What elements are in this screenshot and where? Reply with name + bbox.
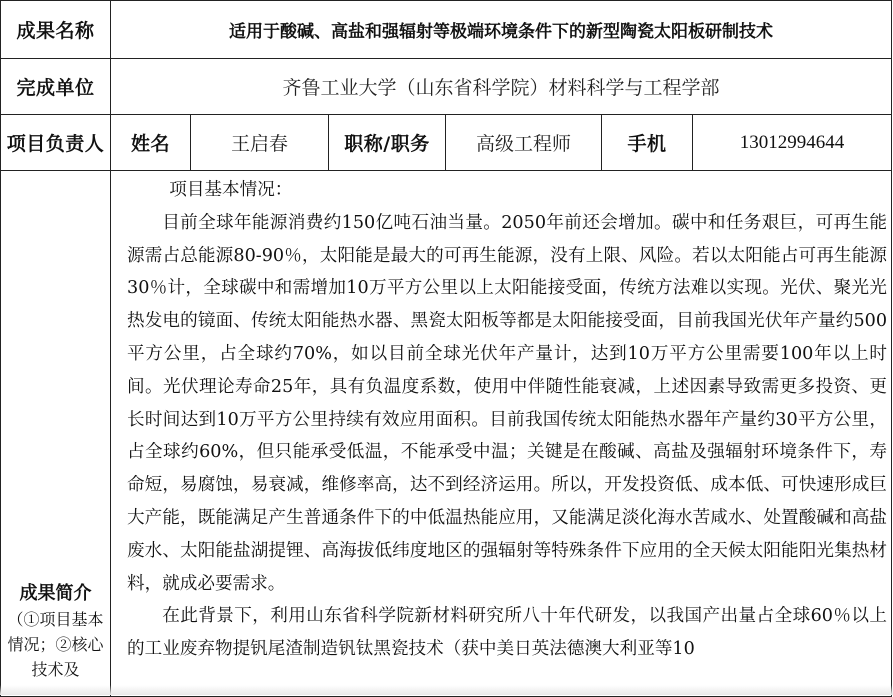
job-title-value: 高级工程师 [446, 115, 602, 171]
title-value: 适用于酸碱、高盐和强辐射等极端环境条件下的新型陶瓷太阳板研制技术 [111, 1, 892, 59]
name-value: 王启春 [191, 115, 329, 171]
title-label: 成果名称 [1, 1, 111, 59]
phone-value: 13012994644 [693, 115, 892, 171]
name-label: 姓名 [111, 115, 191, 171]
summary-heading: 项目基本情况： [169, 180, 293, 200]
leader-row [1, 115, 892, 171]
phone-label: 手机 [602, 115, 693, 171]
summary-sublabel: （①项目基本情况；②核心技术及 [7, 610, 104, 679]
unit-label: 完成单位 [1, 59, 111, 115]
title-row [1, 1, 892, 59]
job-title-label: 职称/职务 [329, 115, 446, 171]
leader-label: 项目负责人 [1, 115, 111, 171]
unit-row [1, 59, 892, 115]
bottom-fade [0, 685, 893, 695]
summary-content [111, 171, 892, 697]
unit-value: 齐鲁工业大学（山东省科学院）材料科学与工程学部 [111, 59, 892, 115]
summary-label-cell [1, 171, 111, 697]
summary-row [1, 171, 892, 697]
summary-label-group [1, 579, 110, 682]
summary-paragraph-2: 在此背景下，利用山东省科学院新材料研究所八十年代研发，以我国产出量占全球60％以上的工业废弃物提钒尾渣制造钒钛黑瓷技术（获中美日英法德澳大利亚等10 [127, 606, 888, 660]
summary-label: 成果简介 [19, 583, 92, 604]
summary-paragraph-1: 目前全球年能源消费约150亿吨石油当量。2050年前还会增加。碳中和任务艰巨，可再生能源需占总能源80-90％，太阳能是最大的可再生能源，没有上限、风险。若以太阳能占可再生能源30％计，全球碳中和需增加10万平方公里以上太阳能接受面，传统方法难以实现。光伏、聚光光热发电的镜面、传统太阳能热水器、黑瓷太阳板等都是太阳能接受面，目前我国光伏年产量约500平方公里，占全球约70%，如以目前全球光伏年产量计，达到10万平方公里需要100年以上时间。光伏理论寿命25年，具有负温度系数，使用中伴随性能衰减，上述因素导致需更多投资、更长时间达到10万平方公里持续有效应用面积。目前我国传统太阳能热水器年产量约30平方公里，占全球约60%，但只能承受低温，不能承受中温；关键是在酸碱、高盐及强辐射环境条件下，寿命短，易腐蚀，易衰减，维修率高，达不到经济运用。所以，开发投资低、成本低、可快速形成巨大产能，既能满足产生普通条件下的中低温热能应用，又能满足淡化海水苦咸水、处置酸碱和高盐废水、太阳能盐湖提锂、高海拔低纬度地区的强辐射等特殊条件下应用的全天候太阳能阳光集热材料，就成必要需求。 [127, 212, 888, 594]
